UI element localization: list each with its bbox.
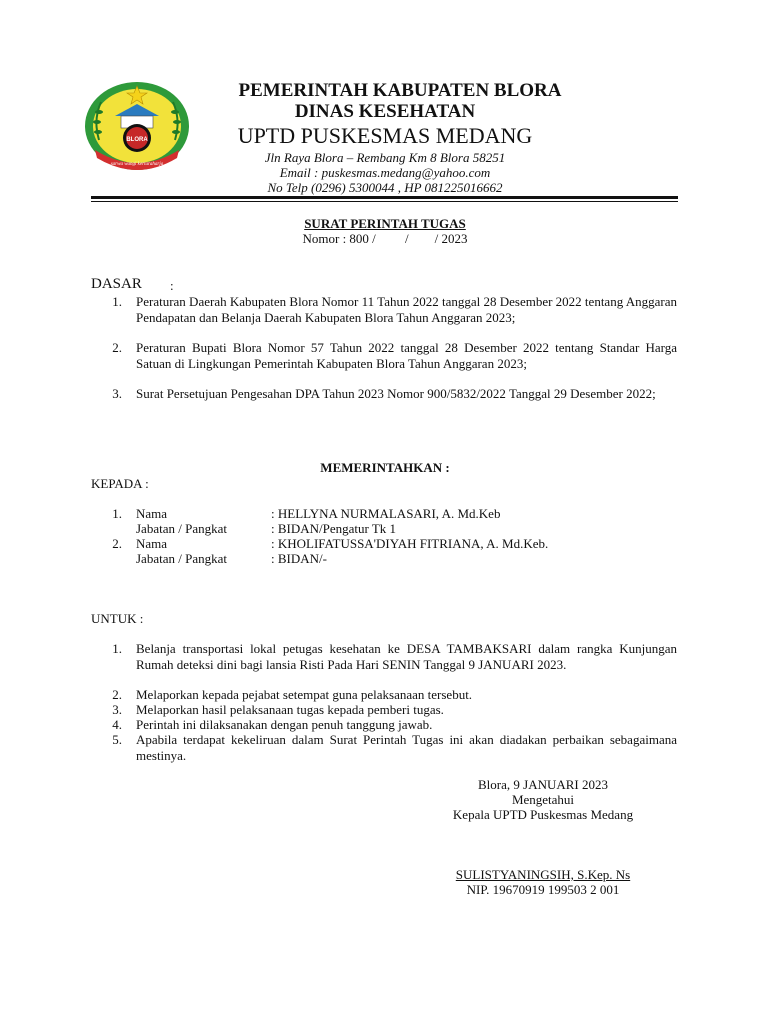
untuk-item-text: Belanja transportasi lokal petugas kesehatan ke DESA TAMBAKSARI dalam rangka Kunjungan Rumah deteksi dini bagi lansia Risti Pada Hari SENIN Tanggal 9 JANUARI 2023. [136, 641, 677, 672]
signature-position: Kepala UPTD Puskesmas Medang [452, 807, 634, 822]
person-position-label: Jabatan / Pangkat [136, 521, 227, 536]
kepada-label: KEPADA : [91, 476, 149, 491]
logo-emblem-text: BLORA [126, 137, 148, 143]
header-department: DINAS KESEHATAN [294, 101, 476, 122]
untuk-item-text: Melaporkan hasil pelaksanaan tugas kepada pemberi tugas. [136, 702, 444, 717]
logo-ribbon-text: sarwa wangi kertaraharja [110, 162, 164, 167]
dasar-colon: : [170, 278, 174, 293]
dasar-item-number: 2. [112, 340, 122, 355]
untuk-label: UNTUK : [91, 611, 144, 626]
person-number: 1. [112, 506, 122, 521]
dasar-item-text: Surat Persetujuan Pengesahan DPA Tahun 2023 Nomor 900/5832/2022 Tanggal 29 Desember 2022; [136, 386, 656, 401]
header-phone: No Telp (0296) 5300044 , HP 081225016662 [267, 180, 503, 195]
person-name-value: : HELLYNA NURMALASARI, A. Md.Keb [271, 506, 501, 521]
header-divider-thick [91, 196, 678, 199]
untuk-item-number: 5. [112, 732, 122, 747]
person-position-value: : BIDAN/- [271, 551, 327, 566]
untuk-item-number: 1. [112, 641, 122, 656]
untuk-item-text: Apabila terdapat kekeliruan dalam Surat Perintah Tugas ini akan diadakan perbaikan sebagaimana mestinya. [136, 732, 677, 763]
person-position-value: : BIDAN/Pengatur Tk 1 [271, 521, 397, 536]
document-number: Nomor : 800 / / / 2023 [302, 231, 468, 246]
dasar-item-text: Peraturan Bupati Blora Nomor 57 Tahun 2022 tanggal 28 Desember 2022 tentang Standar Harga Satuan di Lingkungan Pemerintah Kabupaten Blora Tahun Anggaran 2023; [136, 340, 677, 371]
header-address: Jln Raya Blora – Rembang Km 8 Blora 58251 [264, 150, 506, 165]
untuk-item-number: 3. [112, 702, 122, 717]
dasar-item-number: 3. [112, 386, 122, 401]
header-government: PEMERINTAH KABUPATEN BLORA [238, 80, 562, 101]
signature-nip: NIP. 19670919 199503 2 001 [466, 882, 620, 897]
dasar-item-number: 1. [112, 294, 122, 309]
signature-mengetahui: Mengetahui [511, 792, 575, 807]
untuk-item-text: Melaporkan kepada pejabat setempat guna pelaksanaan tersebut. [136, 687, 473, 702]
person-position-label: Jabatan / Pangkat [136, 551, 227, 566]
header-puskesmas: UPTD PUSKESMAS MEDANG [237, 123, 533, 148]
person-number: 2. [112, 536, 122, 551]
header-email: Email : puskesmas.medang@yahoo.com [279, 165, 491, 180]
person-name-value: : KHOLIFATUSSA'DIYAH FITRIANA, A. Md.Keb. [271, 536, 549, 551]
blora-regency-logo [83, 80, 191, 176]
untuk-item-number: 4. [112, 717, 122, 732]
dasar-label: DASAR [91, 276, 142, 292]
untuk-item-number: 2. [112, 687, 122, 702]
signature-name: SULISTYANINGSIH, S.Kep. Ns [455, 867, 631, 882]
memerintahkan-heading: MEMERINTAHKAN : [320, 460, 450, 475]
untuk-item-text: Perintah ini dilaksanakan dengan penuh tanggung jawab. [136, 717, 433, 732]
person-name-label: Nama [136, 536, 168, 551]
document-title: SURAT PERINTAH TUGAS [304, 216, 466, 231]
header-divider-thin [91, 201, 678, 202]
person-name-label: Nama [136, 506, 168, 521]
signature-place-date: Blora, 9 JANUARI 2023 [478, 777, 608, 792]
dasar-item-text: Peraturan Daerah Kabupaten Blora Nomor 11 Tahun 2022 tanggal 28 Desember 2022 tentang Anggaran Pendapatan dan Belanja Daerah Kabupaten Blora Tahun Anggaran 2023; [136, 294, 677, 325]
